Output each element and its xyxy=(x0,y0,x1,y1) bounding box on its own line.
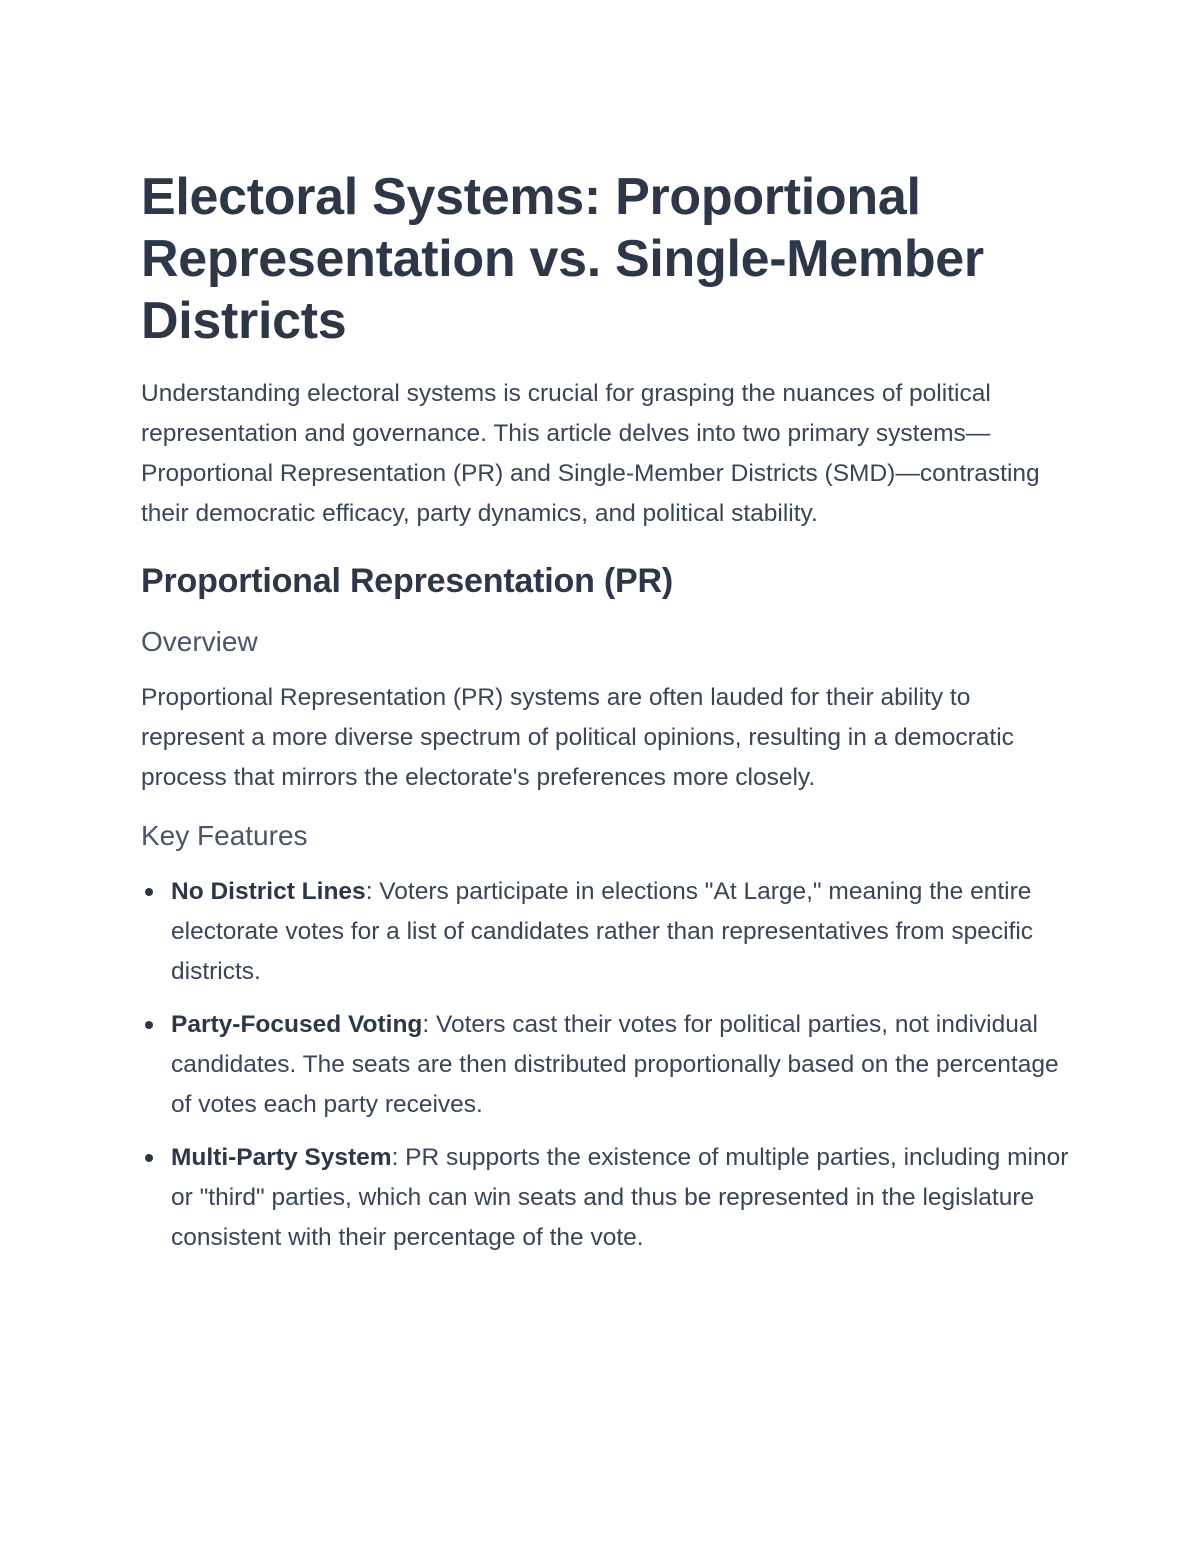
key-features-list xyxy=(141,872,1071,1258)
subheading-overview: Overview xyxy=(141,626,258,657)
document-page xyxy=(141,166,1071,1271)
feature-description: : PR supports the existence of multiple parties, including minor or "third" parties, which can win seats and thus be represented in the legislature consistent with their percentage of the vote. xyxy=(171,1144,1069,1251)
list-item xyxy=(141,872,1071,992)
feature-description: : Voters cast their votes for political parties, not individual candidates. The seats are then distributed proportionally based on the percentage of votes each party receives. xyxy=(171,1011,1059,1118)
feature-term: Party-Focused Voting xyxy=(171,1011,423,1038)
intro-paragraph: Understanding electoral systems is crucial for grasping the nuances of political representation and governance. This article delves into two primary systems—Proportional Representation (PR) and Single-Member Districts (SMD)—contrasting their democratic efficacy, party dynamics, and political stability. xyxy=(141,380,1040,527)
feature-term: Multi-Party System xyxy=(171,1144,392,1171)
section-heading-pr: Proportional Representation (PR) xyxy=(141,562,673,600)
feature-term: No District Lines xyxy=(171,878,366,905)
list-item xyxy=(141,1005,1071,1125)
feature-description: : Voters participate in elections "At Large," meaning the entire electorate votes for a list of candidates rather than representatives from specific districts. xyxy=(171,878,1034,985)
overview-paragraph: Proportional Representation (PR) systems are often lauded for their ability to represent a more diverse spectrum of political opinions, resulting in a democratic process that mirrors the electorate's preferences more closely. xyxy=(141,684,1014,791)
bullet-icon xyxy=(145,888,153,896)
page-title: Electoral Systems: Proportional Representation vs. Single-Member Districts xyxy=(141,168,984,350)
bullet-icon xyxy=(145,1021,153,1029)
bullet-icon xyxy=(145,1154,153,1162)
subheading-key-features: Key Features xyxy=(141,820,308,851)
list-item xyxy=(141,1138,1071,1258)
